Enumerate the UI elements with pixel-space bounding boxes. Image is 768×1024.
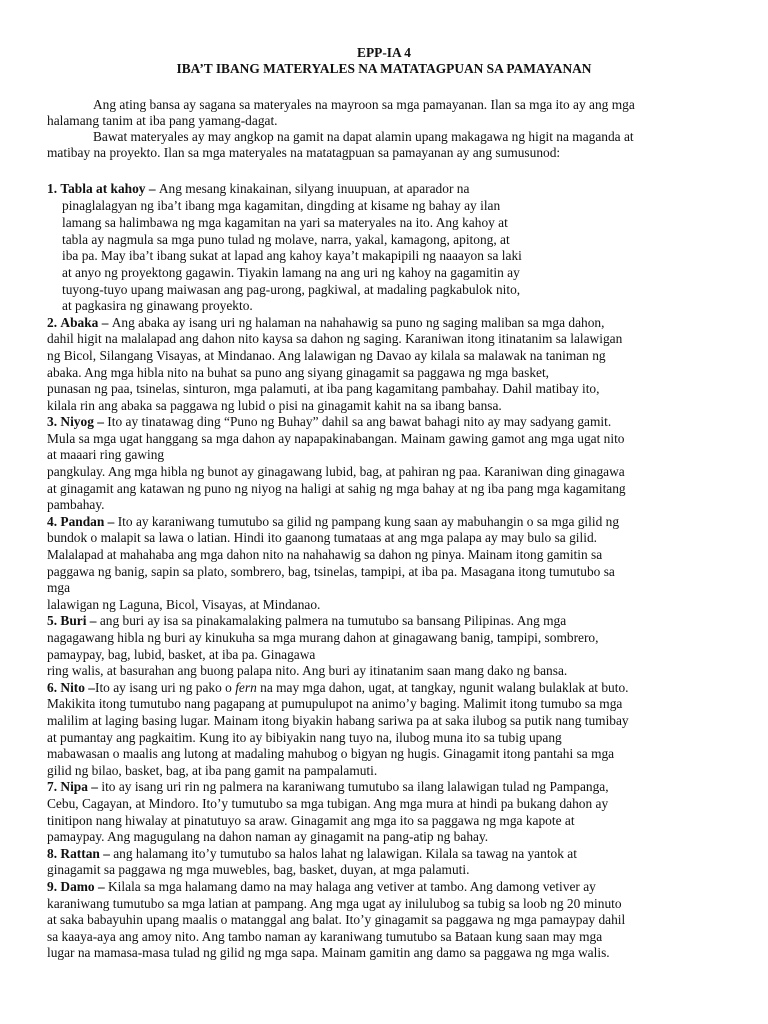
- list-item-heading: [47, 613, 566, 628]
- item-text-line: tabla ay nagmula sa mga puno tulad ng molave, narra, yakal, kamagong, apitong, at: [62, 232, 510, 247]
- document-title: EPP-IA 4: [357, 45, 411, 60]
- item-text-line: karaniwang tumutubo sa mga latian at pampang. Ang mga ugat ay inilulubog sa tubig sa loob ng 20 minuto: [47, 896, 622, 911]
- item-separator: –: [145, 181, 159, 196]
- item-text-line: at maaari ring gawing: [47, 447, 165, 462]
- item-text-line: Malalapad at mahahaba ang mga dahon nito na nahahawig sa dahon ng pinya. Mainam itong gamitin sa: [47, 547, 603, 562]
- item-separator: –: [98, 315, 112, 330]
- item-separator: –: [99, 846, 114, 861]
- item-term: Tabla at kahoy: [60, 181, 146, 196]
- item-text-line: lalawigan ng Laguna, Bicol, Visayas, at Mindanao.: [47, 597, 321, 612]
- item-text-line: paggawa ng banig, sapin sa plato, sombrero, bag, tsinelas, tampipi, at iba pa. Masagana itong tumutubo sa: [47, 564, 615, 579]
- item-text: Ito ay karaniwang tumutubo sa gilid ng pampang kung saan ay mabuhangin o sa mga gilid ng: [117, 514, 620, 529]
- item-separator: –: [94, 879, 109, 894]
- item-text-line: mga: [47, 580, 71, 595]
- item-term: Abaka: [60, 315, 99, 330]
- item-text-line: pamaypay. Ang magugulang na dahon naman ay ginagamit na pang-atip ng bahay.: [47, 829, 489, 844]
- item-term: Buri: [60, 613, 87, 628]
- document-subtitle: IBA’T IBANG MATERYALES NA MATATAGPUAN SA PAMAYANAN: [176, 61, 592, 76]
- item-text-line: Makikita itong tumutubo nang pagapang at pumupulupot na animo’y baging. Malimit itong tumubo sa mga: [47, 696, 623, 711]
- item-term: Pandan: [60, 514, 105, 529]
- italic-term: fern: [235, 680, 257, 695]
- item-separator: –: [84, 680, 95, 695]
- item-text-line: tuyong-tuyo upang maiwasan ang pag-urong, pagkiwal, at madaling pagkabulok nito,: [62, 282, 521, 297]
- item-text-line: mabawasan o maalis ang lutong at madaling mahubog o bigyan ng hugis. Ginagamit itong pantahi sa mga: [47, 746, 615, 761]
- item-term: Damo: [60, 879, 95, 894]
- item-term: Rattan: [60, 846, 100, 861]
- item-separator: –: [87, 779, 102, 794]
- intro-line: matibay na proyekto. Ilan sa mga materyales na matatagpuan sa pamayanan ay ang sumusunod:: [47, 145, 561, 160]
- item-text: Kilala sa mga halamang damo na may halaga ang vetiver at tambo. Ang damong vetiver ay: [108, 879, 596, 894]
- item-text-line: ginagamit sa paggawa ng mga muwebles, bag, basket, duyan, at mga palamuti.: [47, 862, 470, 877]
- item-text: Ito ay tinatawag ding “Puno ng Buhay” dahil sa ang bawat bahagi nito ay may sadyang gamit.: [107, 414, 612, 429]
- item-number: 6.: [47, 680, 58, 695]
- item-text-line: Cebu, Cagayan, at Mindoro. Ito’y tumutubo sa mga tubigan. Ang mga mura at hindi pa bukang dahon ay: [47, 796, 609, 811]
- list-item-heading: [47, 181, 469, 196]
- list-item-heading: [47, 879, 596, 894]
- item-text-line: at anyo ng proyektong gagawin. Tiyakin lamang na ang uri ng kahoy na gagamitin ay: [62, 265, 520, 280]
- item-text-line: dahil higit na malalapad ang dahon nito kaysa sa dahon ng saging. Karaniwan itong itinatanim sa lalawigan: [47, 331, 623, 346]
- item-text: ito ay isang uri rin ng palmera na karaniwang tumutubo sa ilang lalawigan tulad ng Pampanga,: [101, 779, 609, 794]
- item-text-line: nagagawang hibla ng buri ay kinukuha sa mga murang dahon at ginagawang banig, tampipi, sombrero,: [47, 630, 599, 645]
- item-text-line: gilid ng bilao, basket, bag, at iba pang gamit na pampalamuti.: [47, 763, 378, 778]
- list-item-heading: [47, 680, 629, 695]
- item-text-line: ring walis, at basurahan ang buong palapa nito. Ang buri ay itinatanim saan mang dako ng bansa.: [47, 663, 568, 678]
- list-item-heading: [47, 846, 577, 861]
- item-text: ang halamang ito’y tumutubo sa halos lahat ng lalawigan. Kilala sa tawag na yantok at: [113, 846, 577, 861]
- item-text-line: at pumantay ang pagkaitim. Kung ito ay bibiyakin nang tuyo na, ilubog muna ito sa tubig upang: [47, 730, 562, 745]
- item-separator: –: [86, 613, 100, 628]
- item-number: 4.: [47, 514, 58, 529]
- item-number: 7.: [47, 779, 58, 794]
- item-number: 9.: [47, 879, 58, 894]
- item-term: Nito: [60, 680, 85, 695]
- item-text-line: iba pa. May iba’t ibang sukat at lapad ang kahoy kaya’t makapipili ng naaayon sa laki: [62, 248, 522, 263]
- item-text-line: ng Bicol, Silangang Visayas, at Mindanao. Ang lalawigan ng Davao ay kilala sa malawak na taniman ng: [47, 348, 606, 363]
- item-separator: –: [93, 414, 108, 429]
- item-term: Niyog: [60, 414, 94, 429]
- item-number: 2.: [47, 315, 58, 330]
- list-item-heading: [47, 779, 609, 794]
- list-item-heading: [47, 315, 604, 330]
- list-item-heading: [47, 414, 611, 429]
- item-text-line: pamaypay, bag, lubid, basket, at iba pa. Ginagawa: [47, 647, 316, 662]
- item-separator: –: [104, 514, 118, 529]
- item-text-line: kilala rin ang abaka sa paggawa ng lubid o pisi na ginagamit kahit na sa ibang bansa.: [47, 398, 502, 413]
- item-text-line: lugar na mamasa-masa tulad ng gilid ng mga sapa. Mainam gamitin ang damo sa paggawa ng mga walis.: [47, 945, 610, 960]
- item-text-line: abaka. Ang mga hibla nito na buhat sa puno ang siyang ginagamit sa paggawa ng mga basket,: [47, 365, 550, 380]
- item-text-line: at ginagamit ang katawan ng puno ng niyog na haligi at sahig ng mga bahay at ng iba pang mga kagamitang: [47, 481, 626, 496]
- item-text-line: pinaglalagyan ng iba’t ibang mga kagamitan, dingding at kisame ng bahay ay ilan: [62, 198, 501, 213]
- item-text-line: pambahay.: [47, 497, 105, 512]
- item-number: 8.: [47, 846, 58, 861]
- item-text: ang buri ay isa sa pinakamalaking palmera na tumutubo sa bansang Pilipinas. Ang mga: [99, 613, 567, 628]
- item-number: 3.: [47, 414, 58, 429]
- intro-line: halamang tanim at iba pang yamang-dagat.: [47, 113, 278, 128]
- list-item-heading: [47, 514, 619, 529]
- intro-line: Ang ating bansa ay sagana sa materyales na mayroon sa mga pamayanan. Ilan sa mga ito ay ang mga: [93, 97, 635, 112]
- item-text-line: Mula sa mga ugat hanggang sa mga dahon ay napapakinabangan. Mainam gawing gamot ang mga ugat nito: [47, 431, 625, 446]
- item-term: Nipa: [60, 779, 88, 794]
- item-text-line: malilim at laging basing lugar. Mainam itong biyakin habang sariwa pa at saka ilubog sa putik nang tumibay: [47, 713, 629, 728]
- item-text-line: pangkulay. Ang mga hibla ng bunot ay ginagawang lubid, bag, at pahiran ng paa. Karaniwan ding ginagawa: [47, 464, 625, 479]
- item-text-line: sa kaaya-aya ang amoy nito. Ang tambo naman ay karaniwang tumutubo sa Bataan kung saan may mga: [47, 929, 603, 944]
- item-text: Ang abaka ay isang uri ng halaman na nahahawig sa puno ng saging maliban sa mga dahon,: [111, 315, 605, 330]
- item-text: na may mga dahon, ugat, at tangkay, ngunit walang bulaklak at buto.: [256, 680, 629, 695]
- item-text: Ito ay isang uri ng pako o: [95, 680, 236, 695]
- item-text-line: tinitipon nang hiwalay at pinatutuyo sa araw. Ginagamit ang mga ito sa paggawa ng mga kapote at: [47, 813, 575, 828]
- item-text-line: punasan ng paa, tsinelas, sinturon, mga palamuti, at iba pang kagamitang pambahay. Dahil matibay ito,: [47, 381, 600, 396]
- item-text-line: lamang sa halimbawa ng mga kagamitan na yari sa materyales na ito. Ang kahoy at: [62, 215, 508, 230]
- item-text: Ang mesang kinakainan, silyang inuupuan, at aparador na: [158, 181, 470, 196]
- intro-line: Bawat materyales ay may angkop na gamit na dapat alamin upang makagawa ng higit na maganda at: [93, 129, 634, 144]
- item-number: 1.: [47, 181, 58, 196]
- item-text-line: bundok o malapit sa lawa o latian. Hindi ito gaanong tumataas at ang mga palapa ay may bulo sa gilid.: [47, 530, 597, 545]
- item-text-line: at saka babayuhin upang maalis o matanggal ang balat. Ito’y ginagamit sa paggawa ng mga pamaypay dahil: [47, 912, 626, 927]
- item-number: 5.: [47, 613, 58, 628]
- item-text-line: at pagkasira ng ginawang proyekto.: [62, 298, 253, 313]
